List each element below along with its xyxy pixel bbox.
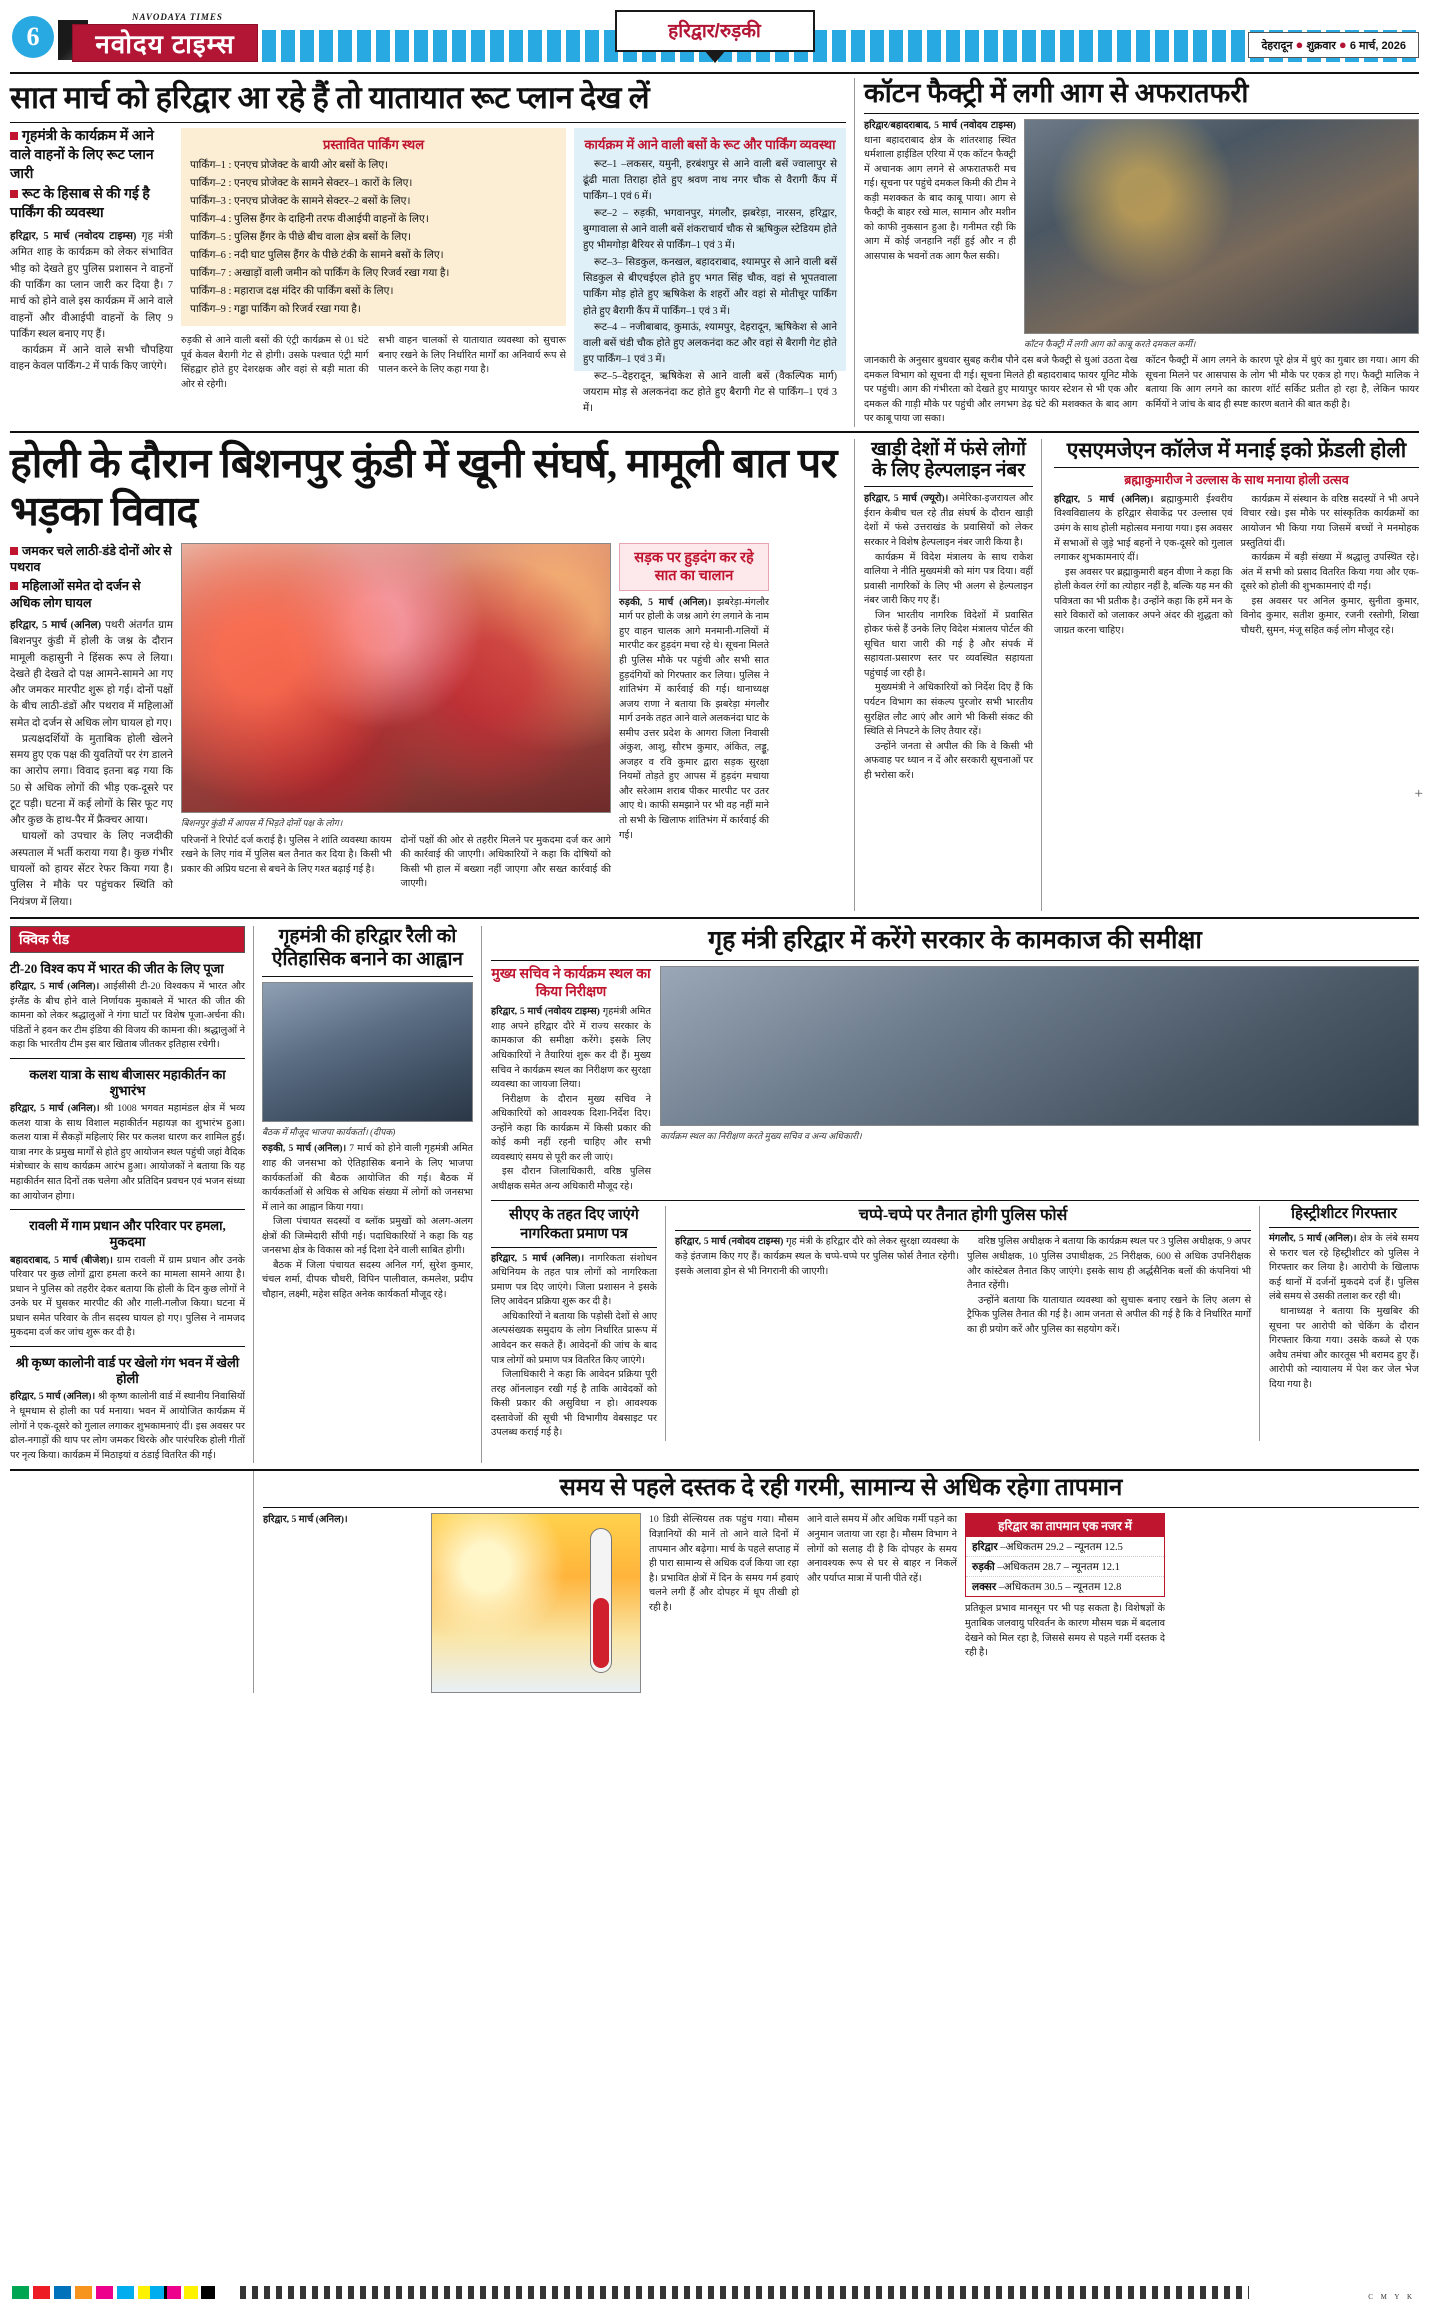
- eco-holi-body-p2: इस अवसर पर ब्रह्माकुमारी बहन वीणा ने कहा कि होली केवल रंगों का त्योहार नहीं है, बल्कि यह मन की पवित्रता का भी प्रतीक है। उन्होंने कहा कि हमें मन के सारे विकारों को जलाकर अपने अंदर की शुद्धता को जाग्रत करना चाहिए।: [1054, 566, 1233, 636]
- quick-read-column: [10, 926, 254, 1463]
- review-body-p2: निरीक्षण के दौरान मुख्य सचिव ने अधिकारियों को आवश्यक दिशा-निर्देश दिए। उन्होंने कहा कि कार्यक्रम में किसी प्रकार की कोई कमी नहीं रहनी चाहिए और सभी व्यवस्थाएं समय से पूरी कर ली जाएं।: [491, 1093, 651, 1163]
- history-sheeter-dateline: मंगलौर, 5 मार्च (अनिल)।: [1269, 1233, 1357, 1245]
- review-caption: कार्यक्रम स्थल का निरीक्षण करते मुख्य सचिव व अन्य अधिकारी।: [660, 1131, 862, 1142]
- temp-city: लक्सर: [972, 1581, 997, 1593]
- quick-read-title: क्विक रीड: [11, 927, 244, 952]
- police-force-body-p1: गृह मंत्री के हरिद्वार दौरे को लेकर सुरक्षा व्यवस्था के कड़े इंतजाम किए गए हैं। कार्यक्रम स्थल के चप्पे-चप्पे पर पुलिस फोर्स तैनात रहेगी। इसके अलावा ड्रोन से भी निगरानी की जाएगी।: [675, 1236, 959, 1277]
- holi-col3: परिजनों ने रिपोर्ट दर्ज कराई है। पुलिस ने शांति व्यवस्था कायम रखने के लिए गांव में पुलिस बल तैनात कर दिया है। किसी भी प्रकार की अप्रिय घटना से बचने के लिए गश्त बढ़ाई गई है।: [181, 834, 392, 875]
- helpline-body-p5: उन्होंने जनता से अपील की कि वे किसी भी अफवाह पर ध्यान न दें और सरकारी सूचनाओं पर ही भरोसा करें।: [864, 740, 1033, 781]
- weather-spacer-left: [10, 1471, 254, 1693]
- parking-box-title: प्रस्तावित पार्किंग स्थल: [322, 136, 425, 152]
- holi-photo: [181, 543, 611, 813]
- temp-city: रुड़की: [972, 1561, 995, 1573]
- divider: [1054, 467, 1419, 468]
- quick-read-item-head: श्री कृष्ण कालोनी वार्ड पर खेलो गंग भवन में खेली होली: [15, 1354, 240, 1387]
- quick-read-item-head: टी-20 विश्व कप में भारत की जीत के लिए पूजा: [10, 960, 224, 976]
- helpline-body-p3: जिन भारतीय नागरिक विदेशों में प्रवासित होकर फंसे हैं उनके लिए विदेश मंत्रालय पोर्टल की सूचित धारा जारी की गई है और संपर्क में सहायता-प्रसारण स्तर पर व्यवस्थित सहायता पहुंचाई जा रही है।: [864, 609, 1033, 679]
- table-row: [966, 1557, 1164, 1577]
- masthead-city: देहरादून: [1261, 40, 1293, 52]
- helpline-body-p2: कार्यक्रम में विदेश मंत्रालय के साथ राकेश वालिया ने नीति मुख्यमंत्री को मांग पत्र दिया। वहीं प्रवासी नागरिकों के लिए भी अलग से हेल्पलाइन नंबर जारी किए गए हैं।: [864, 551, 1033, 607]
- traffic-body-p2: कार्यक्रम में आने वाले सभी चौपहिया वाहन केवल पार्किंग-2 में पार्क किए जाएंगे।: [10, 345, 173, 373]
- holi-section: [10, 439, 1419, 911]
- bullet-dot-icon: ●: [1295, 37, 1304, 52]
- traffic-headline: सात मार्च को हरिद्वार आ रहे हैं तो यातायात रूट प्लान देख लें: [10, 80, 650, 115]
- quick-read-item-body: श्री 1008 भगवत महामंडल क्षेत्र में भव्य कलश यात्रा के साथ विशाल महाकीर्तन महायज्ञ का शुभारंभ हुआ। कलश यात्रा में सैकड़ों महिलाएं सिर पर कलश धारण कर शामिल हुईं। यात्रा नगर के प्रमुख मार्गों से होते हुए आयोजन स्थल पहुंची जहां वैदिक मंत्रोच्चार के साथ कार्यक्रम आरंभ हुआ। आयोजकों ने बताया कि यह महाकीर्तन सात दिनों तक चलेगा और प्रतिदिन प्रवचन एवं भजन संध्या का आयोजन होगा।: [10, 1103, 246, 1202]
- quick-read-item-dateline: बहादराबाद, 5 मार्च (बीजेश)।: [10, 1254, 113, 1266]
- parking-item: पार्किंग–1 : एनएच प्रोजेक्ट के बायी ओर बसों के लिए।: [190, 159, 389, 171]
- traffic-bottom-right: सभी वाहन चालकों से यातायात व्यवस्था को सुचारू बनाए रखने के लिए निर्धारित मार्गों का अनिवार्य रूप से पालन करने के लिए कहा गया है।: [378, 335, 566, 376]
- quick-read-item-body: आईसीसी टी-20 विश्वकप में भारत और इंग्लैंड के बीच होने वाले निर्णायक मुकाबले में भारत की जीत की कामना को लेकर श्रद्धालुओं ने गंगा घाटों पर विशेष पूजा-अर्चना की। पंडितों ने हवन कर टीम इंडिया की विजय की कामना की। श्रद्धालुओं ने कहा कि भारतीय टीम इस बार खिताब जीतकर इतिहास रचेगी।: [10, 981, 246, 1051]
- review-photo-column: [660, 966, 1419, 1194]
- history-sheeter-story: [1269, 1206, 1419, 1440]
- table-row: [966, 1577, 1164, 1596]
- route-box: [574, 128, 846, 415]
- bullet-item: जमकर चले लाठी-डंडे दोनों ओर से पथराव: [10, 543, 172, 575]
- divider: [491, 1200, 1419, 1201]
- quick-read-item-dateline: हरिद्वार, 5 मार्च (अनिल)।: [10, 981, 100, 993]
- rally-photo: [262, 982, 473, 1122]
- traffic-lead-column: [10, 128, 173, 393]
- weather-photo: [431, 1513, 641, 1693]
- eco-holi-body-p3: कार्यक्रम में संस्थान के वरिष्ठ सदस्यों ने भी अपने विचार रखे। इस मौके पर सांस्कृतिक कार्यक्रमों का आयोजन भी किया गया जिसमें बच्चों ने मनमोहक प्रस्तुतियां दीं।: [1240, 493, 1419, 549]
- eco-holi-dateline: हरिद्वार, 5 मार्च (अनिल)।: [1054, 493, 1154, 505]
- police-force-headline: चप्पे-चप्पे पर तैनात होगी पुलिस फोर्स: [858, 1207, 1068, 1225]
- rally-body-p3: बैठक में जिला पंचायत सदस्य अनिल गर्ग, सुरेश कुमार, चंचल शर्मा, दीपक चौधरी, विपिन पालीवाल, कमलेश, प्रदीप चौहान, लक्ष्मी, महेश सहित अनेक कार्यकर्ता मौजूद रहे।: [262, 1259, 473, 1300]
- divider: [10, 1058, 245, 1059]
- holi-story: [10, 439, 855, 911]
- challan-box: [619, 543, 769, 911]
- top-section: [10, 78, 1419, 427]
- helpline-body-p1: अमेरिका-इजरायल और ईरान केबीच चल रहे तीव्र संघर्ष के दौरान खाड़ी देशों में फंसे उत्तराखंड के प्रवासियों को लेकर सरकार ने विशेष हेल्पलाइन नंबर जारी किया है।: [864, 493, 1033, 548]
- masthead-dateline: [1248, 32, 1419, 58]
- quick-read-item-body: श्री कृष्ण कालोनी वार्ड में स्थानीय निवासियों ने धूमधाम से होली का पर्व मनाया। भवन में आयोजित कार्यक्रम में लोगों ने एक-दूसरे को गुलाल लगाकर शुभकामनाएं दीं। इस अवसर पर ढोल-नगाड़ों की थाप पर लोग जमकर थिरके और पारंपरिक होली गीतों पर नृत्य किया। कार्यक्रम में मिठाइयां व ठंडाई वितरित की गई।: [10, 1391, 246, 1461]
- traffic-story: [10, 78, 855, 427]
- divider: [491, 1247, 657, 1248]
- temperature-table: [965, 1513, 1165, 1693]
- review-text-column: [491, 966, 651, 1194]
- cotton-fire-headline: कॉटन फैक्ट्री में लगी आग से अफरातफरी: [864, 78, 1249, 108]
- review-headline: गृह मंत्री हरिद्वार में करेंगे सरकार के कामकाज की समीक्षा: [708, 926, 1202, 954]
- rally-dateline: रुड़की, 5 मार्च (अनिल)।: [262, 1143, 347, 1155]
- crop-mark-icon: +: [1414, 786, 1423, 802]
- quick-read-item-body: ग्राम रावली में ग्राम प्रधान और उनके परिवार पर कुछ लोगों द्वारा हमला करने का मामला सामने आया है। प्रधान ने पुलिस को तहरीर देकर बताया कि होली के दिन कुछ लोगों ने उनके घर में घुसकर मारपीट की और गाली-गलौज किया। घटना में प्रधान समेत परिवार के तीन सदस्य घायल हो गए। पुलिस ने नामजद मुकदमा दर्ज कर जांच शुरू कर दी है।: [10, 1254, 245, 1339]
- divider: [10, 1209, 245, 1210]
- eco-holi-body-p4: कार्यक्रम में बड़ी संख्या में श्रद्धालु उपस्थित रहे। अंत में सभी को प्रसाद वितरित किया गया और एक-दूसरे को होली की शुभकामनाएं दी गईं।: [1240, 552, 1419, 593]
- parking-item: पार्किंग–2 : एनएच प्रोजेक्ट के सामने सेक्टर–1 कारों के लिए।: [190, 177, 413, 189]
- cotton-fire-caption: कॉटन फैक्ट्री में लगी आग को काबू करते दमकल कर्मी।: [1024, 339, 1196, 350]
- holi-photo-caption: बिशनपुर कुंडी में आपस में भिड़ते दोनों पक्ष के लोग।: [181, 817, 343, 828]
- weather-lead-column: [263, 1513, 423, 1693]
- weather-headline: समय से पहले दस्तक दे रही गरमी, सामान्य से अधिक रहेगा तापमान: [559, 1475, 1123, 1502]
- temp-value: –अधिकतम 28.7 – न्यूनतम 12.1: [997, 1561, 1120, 1573]
- parking-item: पार्किंग–4 : पुलिस हैंगर के दाहिनी तरफ वीआईपी वाहनों के लिए।: [190, 213, 429, 225]
- table-row: [966, 1537, 1164, 1557]
- traffic-bottom-left: रुड़की से आने वाली बसों की एंट्री कार्यक्रम से 01 घंटे पूर्व केवल बैरागी गेट से होगी। उसके पश्चात एंट्री मार्ग सिंहद्वार होते हुए देशरक्षक और वहां से बड़ी माता की ओर से रहेगी।: [181, 335, 369, 390]
- weather-col3: प्रतिकूल प्रभाव मानसून पर भी पड़ सकता है। विशेषज्ञों के मुताबिक जलवायु परिवर्तन के कारण मौसम चक्र में बदलाव देखने को मिल रहा है, जिससे समय से पहले गर्मी दस्तक दे रही है।: [965, 1603, 1165, 1659]
- traffic-bullets: [10, 128, 173, 224]
- thermometer-icon: [590, 1528, 612, 1673]
- divider: [10, 72, 1419, 74]
- weather-dateline: हरिद्वार, 5 मार्च (अनिल)।: [263, 1514, 348, 1526]
- citizenship-body-p3: जिलाधिकारी ने कहा कि आवेदन प्रक्रिया पूरी तरह ऑनलाइन रखी गई है ताकि आवेदकों को किसी प्रकार की असुविधा न हो। आवश्यक दस्तावेजों की सूची भी विभागीय वेबसाइट पर उपलब्ध कराई गई है।: [491, 1369, 657, 1439]
- rally-caption: बैठक में मौजूद भाजपा कार्यकर्ता। (दीपक): [262, 1127, 396, 1138]
- square-bullet-icon: [10, 547, 18, 555]
- route-item: रूट–5–देहरादून, ऋषिकेश से आने वाली बसें (वैकल्पिक मार्ग) जयराम मोड़ से अलकनंदा कट होते हुए बैरागी गेट से पार्किंग–1 एवं 3 में।: [583, 370, 837, 415]
- divider: [262, 976, 473, 977]
- history-sheeter-body-p1: क्षेत्र के लंबे समय से फरार चल रहे हिस्ट्रीशीटर को पुलिस ने गिरफ्तार कर लिया है। आरोपी के खिलाफ कई थानों में दर्जनों मुकदमे दर्ज हैं। पुलिस लंबे समय से उसकी तलाश कर रही थी।: [1269, 1233, 1420, 1303]
- bullet-item: महिलाओं समेत दो दर्जन से अधिक लोग घायल: [10, 579, 141, 611]
- bullet-item: गृहमंत्री के कार्यक्रम में आने वाले वाहनों के लिए रूट प्लान जारी: [10, 128, 154, 182]
- temp-value: –अधिकतम 29.2 – न्यूनतम 12.5: [1000, 1541, 1123, 1553]
- temperature-table-title: हरिद्वार का तापमान एक नजर में: [966, 1514, 1164, 1537]
- divider: [10, 122, 846, 123]
- bullet-dot-icon: ●: [1338, 37, 1347, 52]
- route-item: रूट–2 – रुड़की, भगवानपुर, मंगलौर, झबरेड़ा, नारसन, हरिद्वार, बुग्गावाला से आने वाली बसें शंकराचार्य चौक से ऋषिकुल स्टेडियम होते हुए भीमगोड़ा बैरियर से पार्किंग–1 एवं 3 में।: [583, 207, 837, 252]
- eco-holi-subhead: ब्रह्माकुमारीज ने उल्लास के साथ मनाया होली उत्सव: [1124, 473, 1349, 488]
- holi-right-columns: [855, 439, 1419, 911]
- history-sheeter-headline: हिस्ट्रीशीटर गिरफ्तार: [1291, 1206, 1397, 1223]
- divider: [675, 1230, 1251, 1231]
- review-body-p3: इस दौरान जिलाधिकारी, वरिष्ठ पुलिस अधीक्षक समेत अन्य अधिकारी मौजूद रहे।: [491, 1166, 651, 1192]
- police-force-body-p2: वरिष्ठ पुलिस अधीक्षक ने बताया कि कार्यक्रम स्थल पर 3 पुलिस अधीक्षक, 9 अपर पुलिस अधीक्षक, 10 पुलिस उपाधीक्षक, 25 निरीक्षक, 600 से अधिक उपनिरीक्षक और कांस्टेबल तैनात किए जाएंगे। इसके साथ ही अर्द्धसैनिक बलों की कंपनियां भी तैनात रहेंगी।: [967, 1236, 1251, 1292]
- helpline-body-p4: मुख्यमंत्री ने अधिकारियों को निर्देश दिए हैं कि पर्यटन विभाग का संकल्प पुरजोर सभी भारतीय सुरक्षित लौट आएं और आगे भी किसी संकट की स्थिति से निपटने के लिए तैयार रहें।: [864, 682, 1033, 738]
- cotton-fire-body-p3: कॉटन फैक्ट्री में आग लगने के कारण पूरे क्षेत्र में धुएं का गुबार छा गया। आग की सूचना मिलने पर आसपास के लोग भी मौके पर एकत्र हो गए। फैक्ट्री मालिक ने बताया कि आग लगने का कारण शॉर्ट सर्किट प्रतीत हो रहा है, लेकिन फायर कर्मियों ने जांच के बाद ही स्पष्ट कारण बताने की बात कही है।: [1145, 355, 1419, 410]
- quick-read-item[interactable]: [10, 958, 245, 1053]
- rally-body-p2: जिला पंचायत सदस्यों व ब्लॉक प्रमुखों को अलग-अलग क्षेत्रों की जिम्मेदारी सौंपी गई। पदाधिकारियों ने कहा कि यह जनसभा क्षेत्र के विकास को नई दिशा देने वाली साबित होगी।: [262, 1216, 473, 1257]
- challan-body: झबरेड़ा-मंगलौर मार्ग पर होली के जश्न आगे रंग लगाने के नाम हुए वाहन चालक आगे मनमानी-गलियों में मारपीट कर हुड़दंग मचा रहे थे। सूचना मिलते ही पुलिस मौके पर पहुंची और सभी सात हुड़दंगियों को गिरफ्तार कर लिया। पुलिस ने शांतिभंग में कार्रवाई की गई। थानाध्यक्ष अजय राणा ने बताया कि झबरेड़ा मंगलौर मार्ग उनके तहत आने वाले अलकनंदा घाट के समीप उत्तर प्रदेश के आगरा जिला निवासी अंकुश, आशु, सौरभ कुमार, अंकित, लड्डू, अजहर व रवि कुमार द्वारा सड़क सुरक्षा नियमों तोड़ते हुए आपस में हुड़दंग मचाया और सरेआम शराब पीकर मारपीट पर उतर आए थे। काफी समझाने पर भी वह नहीं माने तो सभी के खिलाफ शांतिभंग में कार्रवाई की गई।: [619, 596, 770, 841]
- route-item: रूट–3– सिडकुल, कनखल, बहादराबाद, श्यामपुर से आने वाली बसें सिडकुल से बीएचईएल होते हुए भगत सिंह चौक, वहां से भूपतवाला पार्किंग मोड़ होते हुए ऋषिकेश के शहरों और वहां से मोतीचूर पार्किंग होते हुए बैरागी कैंप में पार्किंग–1 एवं 3 में।: [583, 256, 837, 317]
- police-force-story: [675, 1206, 1260, 1440]
- divider: [864, 113, 1419, 114]
- rally-headline: गृहमंत्री की हरिद्वार रैली को ऐतिहासिक बनाने का आह्वान: [272, 925, 463, 970]
- holi-dateline: हरिद्वार, 5 मार्च (अनिल): [10, 620, 102, 632]
- route-box-title: कार्यक्रम में आने वाली बसों के रूट और पार्किंग व्यवस्था: [584, 136, 836, 152]
- holi-body-p3: घायलों को उपचार के लिए नजदीकी अस्पताल में भर्ती कराया गया है। कुछ गंभीर घायलों को हायर सेंटर रेफर किया गया है। पुलिस ने मौके पर पहुंचकर स्थिति को नियंत्रण में लिया।: [10, 831, 173, 908]
- traffic-body-p1: गृह मंत्री अमित शाह के कार्यक्रम को लेकर संभावित भीड़ को देखते हुए पुलिस प्रशासन ने वाहनों की पार्किंग का प्लान जारी कर दिया है। 7 मार्च को होने वाले इस कार्यक्रम में आने वाले वाहनों और वीआईपी वाहनों के लिए 9 पार्किंग स्थल बनाए गए हैं।: [10, 231, 173, 340]
- review-column: [482, 926, 1419, 1463]
- logo-english-name: NAVODAYA TIMES: [132, 12, 223, 22]
- helpline-headline: खाड़ी देशों में फंसे लोगों के लिए हेल्पलाइन नंबर: [871, 438, 1026, 482]
- weather-col1: 10 डिग्री सेल्सियस तक पहुंच गया। मौसम विज्ञानियों की मानें तो आने वाले दिनों में तापमान और बढ़ेगा। मार्च के पहले सप्ताह में ही पारा सामान्य से अधिक दर्ज किया जा रहा है। प्रभावित क्षेत्रों में दिन के समय गर्म हवाएं चलने लगी हैं और दोपहर में धूप तीखी हो रही है।: [649, 1514, 799, 1613]
- quick-read-box[interactable]: [10, 926, 245, 953]
- masthead-date: 6 मार्च, 2026: [1349, 40, 1406, 52]
- helpline-story: [864, 439, 1042, 911]
- challan-dateline: रुड़की, 5 मार्च (अनिल)।: [619, 596, 712, 608]
- cotton-fire-story: [855, 78, 1419, 427]
- holi-body-p1: पथरी अंतर्गत ग्राम बिशनपुर कुंडी में होली के जश्न के दौरान मामूली कहासुनी ने हिंसक रूप ले लिया। देखते ही देखते दो पक्ष आमने-सामने आ गए और जमकर मारपीट शुरू हो गई। दोनों पक्षों के बीच लाठी-डंडों और पथराव में महिलाओं समेत दो दर्जन से अधिक लोग घायल हो गए।: [10, 620, 174, 729]
- route-column: [574, 128, 846, 415]
- holi-photo-column: [181, 543, 611, 911]
- cotton-fire-photo-column: [1024, 119, 1419, 350]
- masthead: [10, 8, 1419, 70]
- page-number-badge: 6: [12, 16, 54, 58]
- divider: [1269, 1227, 1419, 1228]
- divider: [491, 960, 1419, 961]
- cotton-fire-dateline: हरिद्वार/बहादराबाद, 5 मार्च (नवोदय टाइम्स): [864, 120, 1016, 132]
- logo-hindi-name: नवोदय टाइम्स: [72, 24, 258, 62]
- masthead-stripes: [262, 30, 1419, 62]
- cmyk-label: C M Y K: [1368, 2293, 1415, 2301]
- square-bullet-icon: [10, 582, 18, 590]
- divider: [10, 1346, 245, 1347]
- quick-read-item[interactable]: [10, 1215, 245, 1341]
- divider: [10, 917, 1419, 919]
- quick-read-item-dateline: हरिद्वार, 5 मार्च (अनिल)।: [10, 1103, 100, 1115]
- eco-holi-body-p5: इस अवसर पर अनिल कुमार, सुनीता कुमार, विनोद कुमार, सतीश कुमार, रजनी रस्तोगी, शिखा चौधरी, सुमन, मंजू सहित कई लोग मौजूद रहे।: [1240, 595, 1419, 636]
- divider: [263, 1507, 1419, 1508]
- parking-item: पार्किंग–6 : नदी घाट पुलिस हैंगर के पीछे टंकी के सामने बसों के लिए।: [190, 249, 444, 261]
- holi-body-p2: प्रत्यक्षदर्शियों के मुताबिक होली खेलने समय हुए एक पक्ष की युवतियों पर रंग डालने का आरोप लगा। विवाद इतना बढ़ गया कि 50 से अधिक लोगों की भीड़ एक-दूसरे पर टूट पड़ी। घटना में कई लोगों के सिर फूट गए और कुछ के हाथ-पैर में फ्रैक्चर आया।: [10, 733, 173, 827]
- police-force-dateline: हरिद्वार, 5 मार्च (नवोदय टाइम्स): [675, 1236, 784, 1248]
- weather-col2: आने वाले समय में और अधिक गर्मी पड़ने का अनुमान जताया जा रहा है। मौसम विभाग ने लोगों को सलाह दी है कि दोपहर के समय अनावश्यक रूप से घर से बाहर न निकलें और पर्याप्त मात्रा में पानी पीते रहें।: [807, 1514, 957, 1584]
- eco-holi-body-p1: ब्रह्माकुमारी ईश्वरीय विश्वविद्यालय के हरिद्वार सेवाकेंद्र पर उल्लास एवं उमंग के साथ होली महोत्सव मनाया गया। इस अवसर में सभाओं से जुड़े भाई बहनों ने एक-दूसरे को गुलाल लगाकर शुभकामनाएं दीं।: [1054, 493, 1233, 564]
- citizenship-body-p1: नागरिकता संशोधन अधिनियम के तहत पात्र लोगों को नागरिकता प्रमाण पत्र दिए जाएंगे। जिला प्रशासन ने इसके लिए आवेदन प्रक्रिया शुरू कर दी है।: [491, 1252, 658, 1308]
- citizenship-story: [491, 1206, 666, 1440]
- newspaper-page: [0, 8, 1429, 2303]
- cotton-fire-text-column: [864, 119, 1016, 350]
- bullet-item: रूट के हिसाब से की गई है पार्किंग की व्यवस्था: [10, 187, 150, 222]
- police-force-body-p3: उन्होंने बताया कि यातायात व्यवस्था को सुचारू बनाए रखने के लिए अलग से ट्रैफिक पुलिस तैनात की गई है। आम जनता से अपील की गई है कि वे निर्धारित मार्गों का ही प्रयोग करें और पुलिस का सहयोग करें।: [967, 1294, 1251, 1335]
- quick-read-item[interactable]: [10, 1352, 245, 1463]
- quick-read-item-head: कलश यात्रा के साथ बीजासर महाकीर्तन का शुभारंभ: [29, 1066, 226, 1099]
- parking-item: पार्किंग–9 : गड्ढा पार्किंग को रिजर्व रखा गया है।: [190, 304, 361, 316]
- review-photo: [660, 966, 1419, 1126]
- divider: [10, 431, 1419, 433]
- holi-headline: होली के दौरान बिशनपुर कुंडी में खूनी संघर्ष, मामूली बात पर भड़का विवाद: [10, 439, 837, 535]
- cmyk-marks: [150, 2286, 215, 2299]
- traffic-dateline: हरिद्वार, 5 मार्च (नवोदय टाइम्स): [10, 231, 137, 243]
- citizenship-headline: सीएए के तहत दिए जाएंगे नागरिकता प्रमाण पत्र: [509, 1207, 639, 1242]
- quick-read-item-head: रावली में गाम प्रधान और परिवार पर हमला, मुकदमा: [29, 1218, 226, 1250]
- lower-section: [10, 926, 1419, 1463]
- section-tag-label: हरिद्वार/रुड़की: [668, 21, 761, 42]
- challan-title-box: [619, 543, 769, 591]
- review-body-p1: गृहमंत्री अमित शाह अपने हरिद्वार दौरे में राज्य सरकार के कामकाज की समीक्षा करेंगे। इसके लिए अधिकारियों ने तैयारियां शुरू कर दी हैं। मुख्य सचिव ने कार्यक्रम स्थल का निरीक्षण कर सुरक्षा व्यवस्था का जायजा लिया।: [491, 1006, 651, 1091]
- registration-bar: [240, 2286, 1249, 2299]
- route-item: रूट–1 –लकसर, यमुनी, हरबंशपुर से आने वाली बसें ज्वालापुर से ढूंढी माता तिराहा होते हुए श्रवण नाथ नगर चौक से वैरागी कैंप में पार्किंग–1 एवं 6 में।: [583, 158, 837, 203]
- temp-city: हरिद्वार: [972, 1541, 998, 1553]
- rally-body-p1: 7 मार्च को होने वाली गृहमंत्री अमित शाह की जनसभा को ऐतिहासिक बनाने के लिए भाजपा कार्यकर्ताओं की बैठक आयोजित की गई। बैठक में कार्यकर्ताओं से अधिक से अधिक संख्या में लोगों को जनसभा में लाने का आह्वान किया गया।: [262, 1143, 474, 1213]
- review-dateline: हरिद्वार, 5 मार्च (नवोदय टाइम्स): [491, 1006, 600, 1018]
- quick-read-item[interactable]: [10, 1064, 245, 1204]
- divider: [864, 486, 1033, 487]
- route-item: रूट–4 – नजीबाबाद, कुमाऊं, श्यामपुर, देहरादून, ऋषिकेश से आने वाली बसें चंडी चौक होते हुए अलकनंदा कट और वहां से बैरागी गेट होते हुए पार्किंग–1 एवं 3 में।: [583, 321, 837, 366]
- temp-value: –अधिकतम 30.5 – न्यूनतम 12.8: [998, 1581, 1122, 1593]
- footer-registration-marks: [0, 2281, 1429, 2303]
- parking-item: पार्किंग–7 : अखाड़ों वाली जमीन को पार्किंग के लिए रिजर्व रखा गया है।: [190, 268, 450, 279]
- holi-col4: दोनों पक्षों की ओर से तहरीर मिलने पर मुकदमा दर्ज कर आगे की कार्रवाई की जाएगी। अधिकारियों ने कहा कि दोषियों को किसी भी हाल में बख्शा नहीं जाएगा और सख्त कार्रवाई की जाएगी।: [400, 834, 611, 890]
- holi-lead-column: [10, 543, 173, 911]
- square-bullet-icon: [10, 190, 18, 198]
- parking-column: [181, 128, 566, 393]
- helpline-dateline: हरिद्वार, 5 मार्च (ज्यूरो)।: [864, 493, 949, 505]
- logo[interactable]: [58, 12, 258, 64]
- citizenship-body-p2: अधिकारियों ने बताया कि पड़ोसी देशों से आए अल्पसंख्यक समुदाय के लोग निर्धारित प्रारूप में आवेदन कर सकते हैं। आवेदनों की जांच के बाद पात्र लोगों को प्रमाण पत्र वितरित किए जाएंगे।: [491, 1310, 657, 1366]
- square-bullet-icon: [10, 132, 18, 140]
- history-sheeter-body-p2: थानाध्यक्ष ने बताया कि मुखबिर की सूचना पर आरोपी को चेकिंग के दौरान गिरफ्तार किया गया। उसके कब्जे से एक अवैध तमंचा और कारतूस भी बरामद हुए हैं। आरोपी को न्यायालय में पेश कर जेल भेज दिया गया है।: [1269, 1305, 1419, 1390]
- parking-item: पार्किंग–5 : पुलिस हैंगर के पीछे बीच वाला क्षेत्र बसों के लिए।: [190, 231, 412, 243]
- review-subhead: मुख्य सचिव ने कार्यक्रम स्थल का किया निरीक्षण: [491, 967, 651, 1000]
- citizenship-dateline: हरिद्वार, 5 मार्च (अनिल)।: [491, 1252, 585, 1264]
- eco-holi-headline: एसएमजेएन कॉलेज में मनाई इको फ्रेंडली होली: [1066, 437, 1407, 462]
- section-tag[interactable]: [615, 10, 815, 52]
- parking-item: पार्किंग–8 : महाराज दक्ष मंदिर की पार्किंग बसों के लिए।: [190, 286, 394, 298]
- quick-read-item-dateline: हरिद्वार, 5 मार्च (अनिल)।: [10, 1391, 96, 1403]
- rally-story: [254, 926, 482, 1463]
- cotton-fire-body-p1: थाना बहादराबाद क्षेत्र के शांतरशाह स्थित धर्मशाला हाईडिल एरिया में एक कॉटन फैक्ट्री में अचानक आग लगने से अफरातफरी मच गई। सूचना पर पहुंचे दमकल किमी की टीम ने कड़ी मशक्कत के बाद काबू पाया। आग से फैक्ट्री के बाहर रखे माल, सामान और मशीन को काफी नुकसान हुआ है। गनीमत रही कि आग में कोई जनहानि नहीं हुई और न ही आसपास के भवनों तक आग फैल सकी।: [864, 134, 1016, 262]
- cotton-fire-body-p2: जानकारी के अनुसार बुधवार सुबह करीब पौने दस बजे फैक्ट्री से धुआं उठता देख दमकल विभाग को सूचना दी गई। सूचना मिलते ही बहादराबाद फायर यूनिट मौके पर पहुंची। आग की गंभीरता को देखते हुए मायापुर फायर स्टेशन से भी एक और दमकल की गाड़ी मौके पर पहुंची और लगभग डेढ़ घंटे की मशक्कत के बाद आग पर काबू पाया जा सका।: [864, 355, 1138, 425]
- parking-item: पार्किंग–3 : एनएच प्रोजेक्ट के सामने सेक्टर–2 बसों के लिए।: [190, 195, 411, 207]
- masthead-day: शुक्रवार: [1306, 40, 1336, 52]
- cotton-fire-photo: [1024, 119, 1419, 334]
- parking-box: [181, 128, 566, 326]
- eco-holi-story: [1050, 439, 1419, 911]
- holi-bullets: [10, 543, 173, 613]
- weather-section: [10, 1469, 1419, 1693]
- challan-title: सड़क पर हुड़दंग कर रहे सात का चालान: [634, 549, 754, 584]
